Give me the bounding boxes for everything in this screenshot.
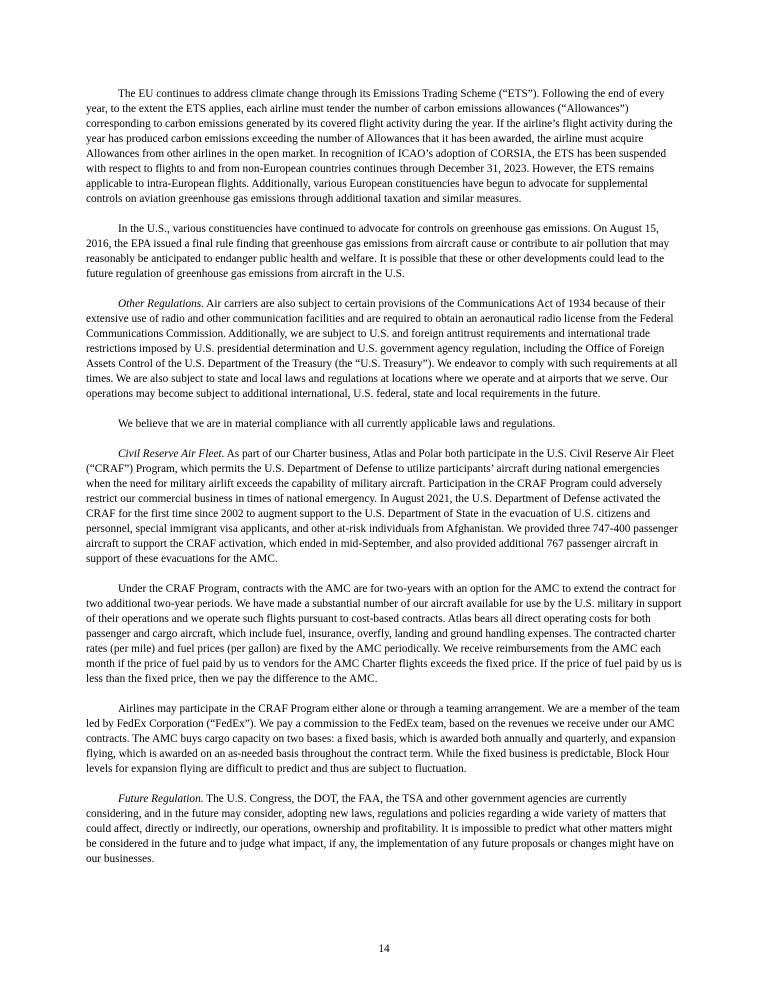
paragraph-text: Under the CRAF Program, contracts with the AMC are for two-years with an option for the AMC to extend the contract for two additional two-year periods. We have made a substantial number of our aircraft available for use by the U.S. military in support of their operations and we operate such flights pursuant to cost-based contracts. Atlas bears all direct operating costs for both passenger and cargo aircraft, which include fuel, insurance, overfly, landing and ground handling expenses. The contracted charter rates (per mile) and fuel prices (per gallon) are fixed by the AMC periodically. We receive reimbursements from the AMC each month if the price of fuel paid by us to vendors for the AMC Charter flights exceeds the fixed price. If the price of fuel paid by us is less than the fixed price, then we pay the difference to the AMC. xyxy=(86,583,682,685)
page-number: 14 xyxy=(378,943,390,955)
paragraph-craf-contracts xyxy=(86,582,682,687)
paragraph-text: Air carriers are also subject to certain provisions of the Communications Act of 1934 because of their extensive use of radio and other communication facilities and are required to obtain an aeronautical radio license from the Federal Communications Commission. Additionally, we are subject to U.S. and foreign antitrust requirements and international trade restrictions imposed by U.S. presidential determination and U.S. government agency regulation, including the Office of Foreign Assets Control of the U.S. Department of the Treasury (the “U.S. Treasury”). We endeavor to comply with such requirements at all times. We are also subject to state and local laws and regulations at locations where we operate and at airports that we serve. Our operations may become subject to additional international, U.S. federal, state and local requirements in the future. xyxy=(86,298,678,400)
paragraph-eu-ets xyxy=(86,87,682,207)
document-body xyxy=(86,87,682,881)
paragraph-text: We believe that we are in material compliance with all currently applicable laws and regulations. xyxy=(118,418,556,430)
paragraph-text: The EU continues to address climate change through its Emissions Trading Scheme (“ETS”). Following the end of every year, to the extent the ETS applies, each airline must tender the number of carbon emissions allowances (“Allowances”) corresponding to carbon emissions generated by its covered flight activity during the year. If the airline’s flight activity during the year has produced carbon emissions exceeding the number of Allowances that it has been awarded, the airline must acquire Allowances from other airlines in the open market. In recognition of ICAO’s adoption of CORSIA, the ETS has been suspended with respect to flights to and from non-European countries continues through December 31, 2023. However, the ETS remains applicable to intra-European flights. Additionally, various European constituencies have begun to advocate for supplemental controls on aviation greenhouse gas emissions through additional taxation and similar measures. xyxy=(86,88,673,205)
paragraph-text: In the U.S., various constituencies have continued to advocate for controls on greenhouse gas emissions. On August 15, 2016, the EPA issued a final rule finding that greenhouse gas emissions from aircraft cause or contribute to air pollution that may reasonably be anticipated to endanger public health and welfare. It is possible that these or other developments could lead to the future regulation of greenhouse gas emissions from aircraft in the U.S. xyxy=(86,223,670,280)
paragraph-lead-future-regulation: Future Regulation. xyxy=(118,793,204,805)
paragraph-text: As part of our Charter business, Atlas and Polar both participate in the U.S. Civil Reserve Air Fleet (“CRAF”) Program, which permits the U.S. Department of Defense to utilize participants’ aircraft during national emergencies when the need for military airlift exceeds the capability of military aircraft. Participation in the CRAF Program could adversely restrict our commercial business in times of national emergency. In August 2021, the U.S. Department of Defense activated the CRAF for the first time since 2002 to augment support to the U.S. Department of State in the evacuation of U.S. citizens and personnel, special immigrant visa applicants, and other at-risk individuals from Afghanistan. We provided three 747-400 passenger aircraft to support the CRAF activation, which ended in mid-September, and also provided additional 767 passenger aircraft in support of these evacuations for the AMC. xyxy=(86,448,678,565)
paragraph-text: Airlines may participate in the CRAF Program either alone or through a teaming arrangement. We are a member of the team led by FedEx Corporation (“FedEx”). We pay a commission to the FedEx team, based on the revenues we receive under our AMC contracts. The AMC buys cargo capacity on two bases: a fixed basis, which is awarded both annually and quarterly, and expansion flying, which is awarded on an as-needed basis throughout the contract term. While the fixed business is predictable, Block Hour levels for expansion flying are difficult to predict and thus are subject to fluctuation. xyxy=(86,703,680,775)
paragraph-craf-teaming xyxy=(86,702,682,777)
paragraph-compliance xyxy=(86,417,682,432)
paragraph-text: The U.S. Congress, the DOT, the FAA, the TSA and other government agencies are currently considering, and in the future may consider, adopting new laws, regulations and policies regarding a wide variety of matters that could affect, directly or indirectly, our operations, ownership and profitability. It is impossible to predict what other matters might be considered in the future and to judge what impact, if any, the implementation of any future proposals or changes might have on our businesses. xyxy=(86,793,674,865)
paragraph-us-emissions xyxy=(86,222,682,282)
paragraph-other-regulations xyxy=(86,297,682,402)
paragraph-lead-craf: Civil Reserve Air Fleet. xyxy=(118,448,225,460)
paragraph-future-regulation xyxy=(86,792,682,867)
paragraph-craf xyxy=(86,447,682,567)
paragraph-lead-other-regulations: Other Regulations. xyxy=(118,298,204,310)
